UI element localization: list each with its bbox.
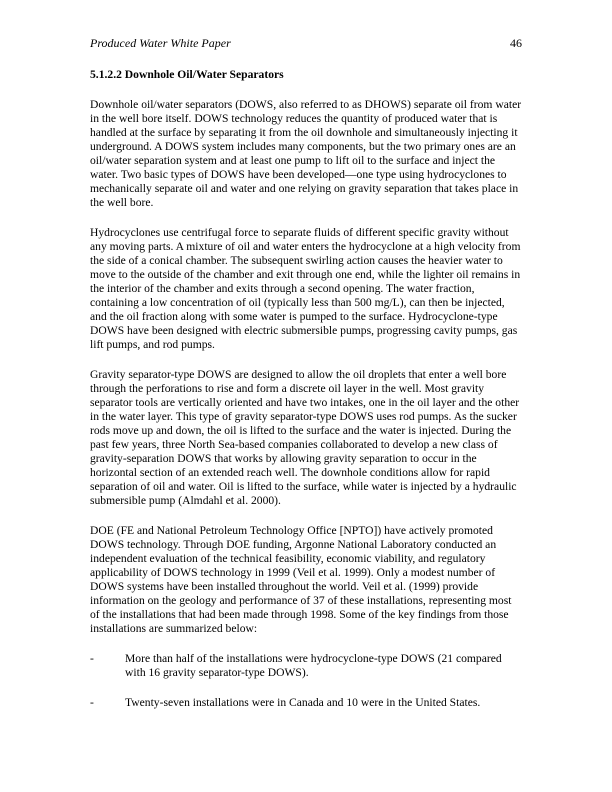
page-body xyxy=(90,68,522,726)
bullet-item xyxy=(90,652,522,680)
paragraph-doe-evaluation: DOE (FE and National Petroleum Technology Office [NPTO]) have actively promoted DOWS technology. Through DOE funding, Argonne National Laboratory conducted an independent evaluation of the technical feasibility, economic viability, and regulatory applicability of DOWS technology in 1999 (Veil et al. 1999). Only a modest number of DOWS systems have been installed throughout the world. Veil et al. (1999) provide information on the geology and performance of 37 of these installations, representing most of the installations that had been made through 1998. Some of the key findings from those installations are summarized below: xyxy=(90,524,512,635)
page-header xyxy=(90,36,522,50)
running-title: Produced Water White Paper xyxy=(90,36,231,50)
section-heading: 5.1.2.2 Downhole Oil/Water Separators xyxy=(90,68,284,81)
page-number: 46 xyxy=(510,36,522,50)
bullet-item xyxy=(90,696,522,710)
bullet-marker: - xyxy=(90,696,94,709)
paragraph-gravity-separator: Gravity separator-type DOWS are designed to allow the oil droplets that enter a well bore through the perforations to rise and form a discrete oil layer in the well. Most gravity separator tools are vertically oriented and have two intakes, one in the oil layer and the other in the water layer. This type of gravity separator-type DOWS uses rod pumps. As the sucker rods move up and down, the oil is lifted to the surface and the water is injected. During the past few years, three North Sea-based companies collaborated to develop a new class of gravity-separation DOWS that works by allowing gravity separation to occur in the horizontal section of an extended reach well. The downhole conditions allow for rapid separation of oil and water. Oil is lifted to the surface, while water is injected by a hydraulic submersible pump (Almdahl et al. 2000). xyxy=(90,368,520,507)
bullet-text: More than half of the installations were hydrocyclone-type DOWS (21 compared with 16 gravity separator-type DOWS). xyxy=(125,652,502,679)
paragraph-hydrocyclones: Hydrocyclones use centrifugal force to separate fluids of different specific gravity without any moving parts. A mixture of oil and water enters the hydrocyclone at a high velocity from the side of a conical chamber. The subsequent swirling action causes the heavier water to move to the outside of the chamber and exit through one end, while the lighter oil remains in the interior of the chamber and exits through a second opening. The water fraction, containing a low concentration of oil (typically less than 500 mg/L), can then be injected, and the oil fraction along with some water is pumped to the surface. Hydrocyclone-type DOWS have been designed with electric submersible pumps, progressing cavity pumps, gas lift pumps, and rod pumps. xyxy=(90,226,521,351)
bullet-text: Twenty-seven installations were in Canada and 10 were in the United States. xyxy=(125,696,481,709)
paragraph-dows-intro: Downhole oil/water separators (DOWS, also referred to as DHOWS) separate oil from water in the well bore itself. DOWS technology reduces the quantity of produced water that is handled at the surface by separating it from the oil downhole and simultaneously injecting it underground. A DOWS system includes many components, but the two primary ones are an oil/water separation system and at least one pump to lift oil to the surface and inject the water. Two basic types of DOWS have been developed—one type using hydrocyclones to mechanically separate oil and water and one relying on gravity separation that takes place in the well bore. xyxy=(90,98,522,209)
bullet-marker: - xyxy=(90,652,94,665)
